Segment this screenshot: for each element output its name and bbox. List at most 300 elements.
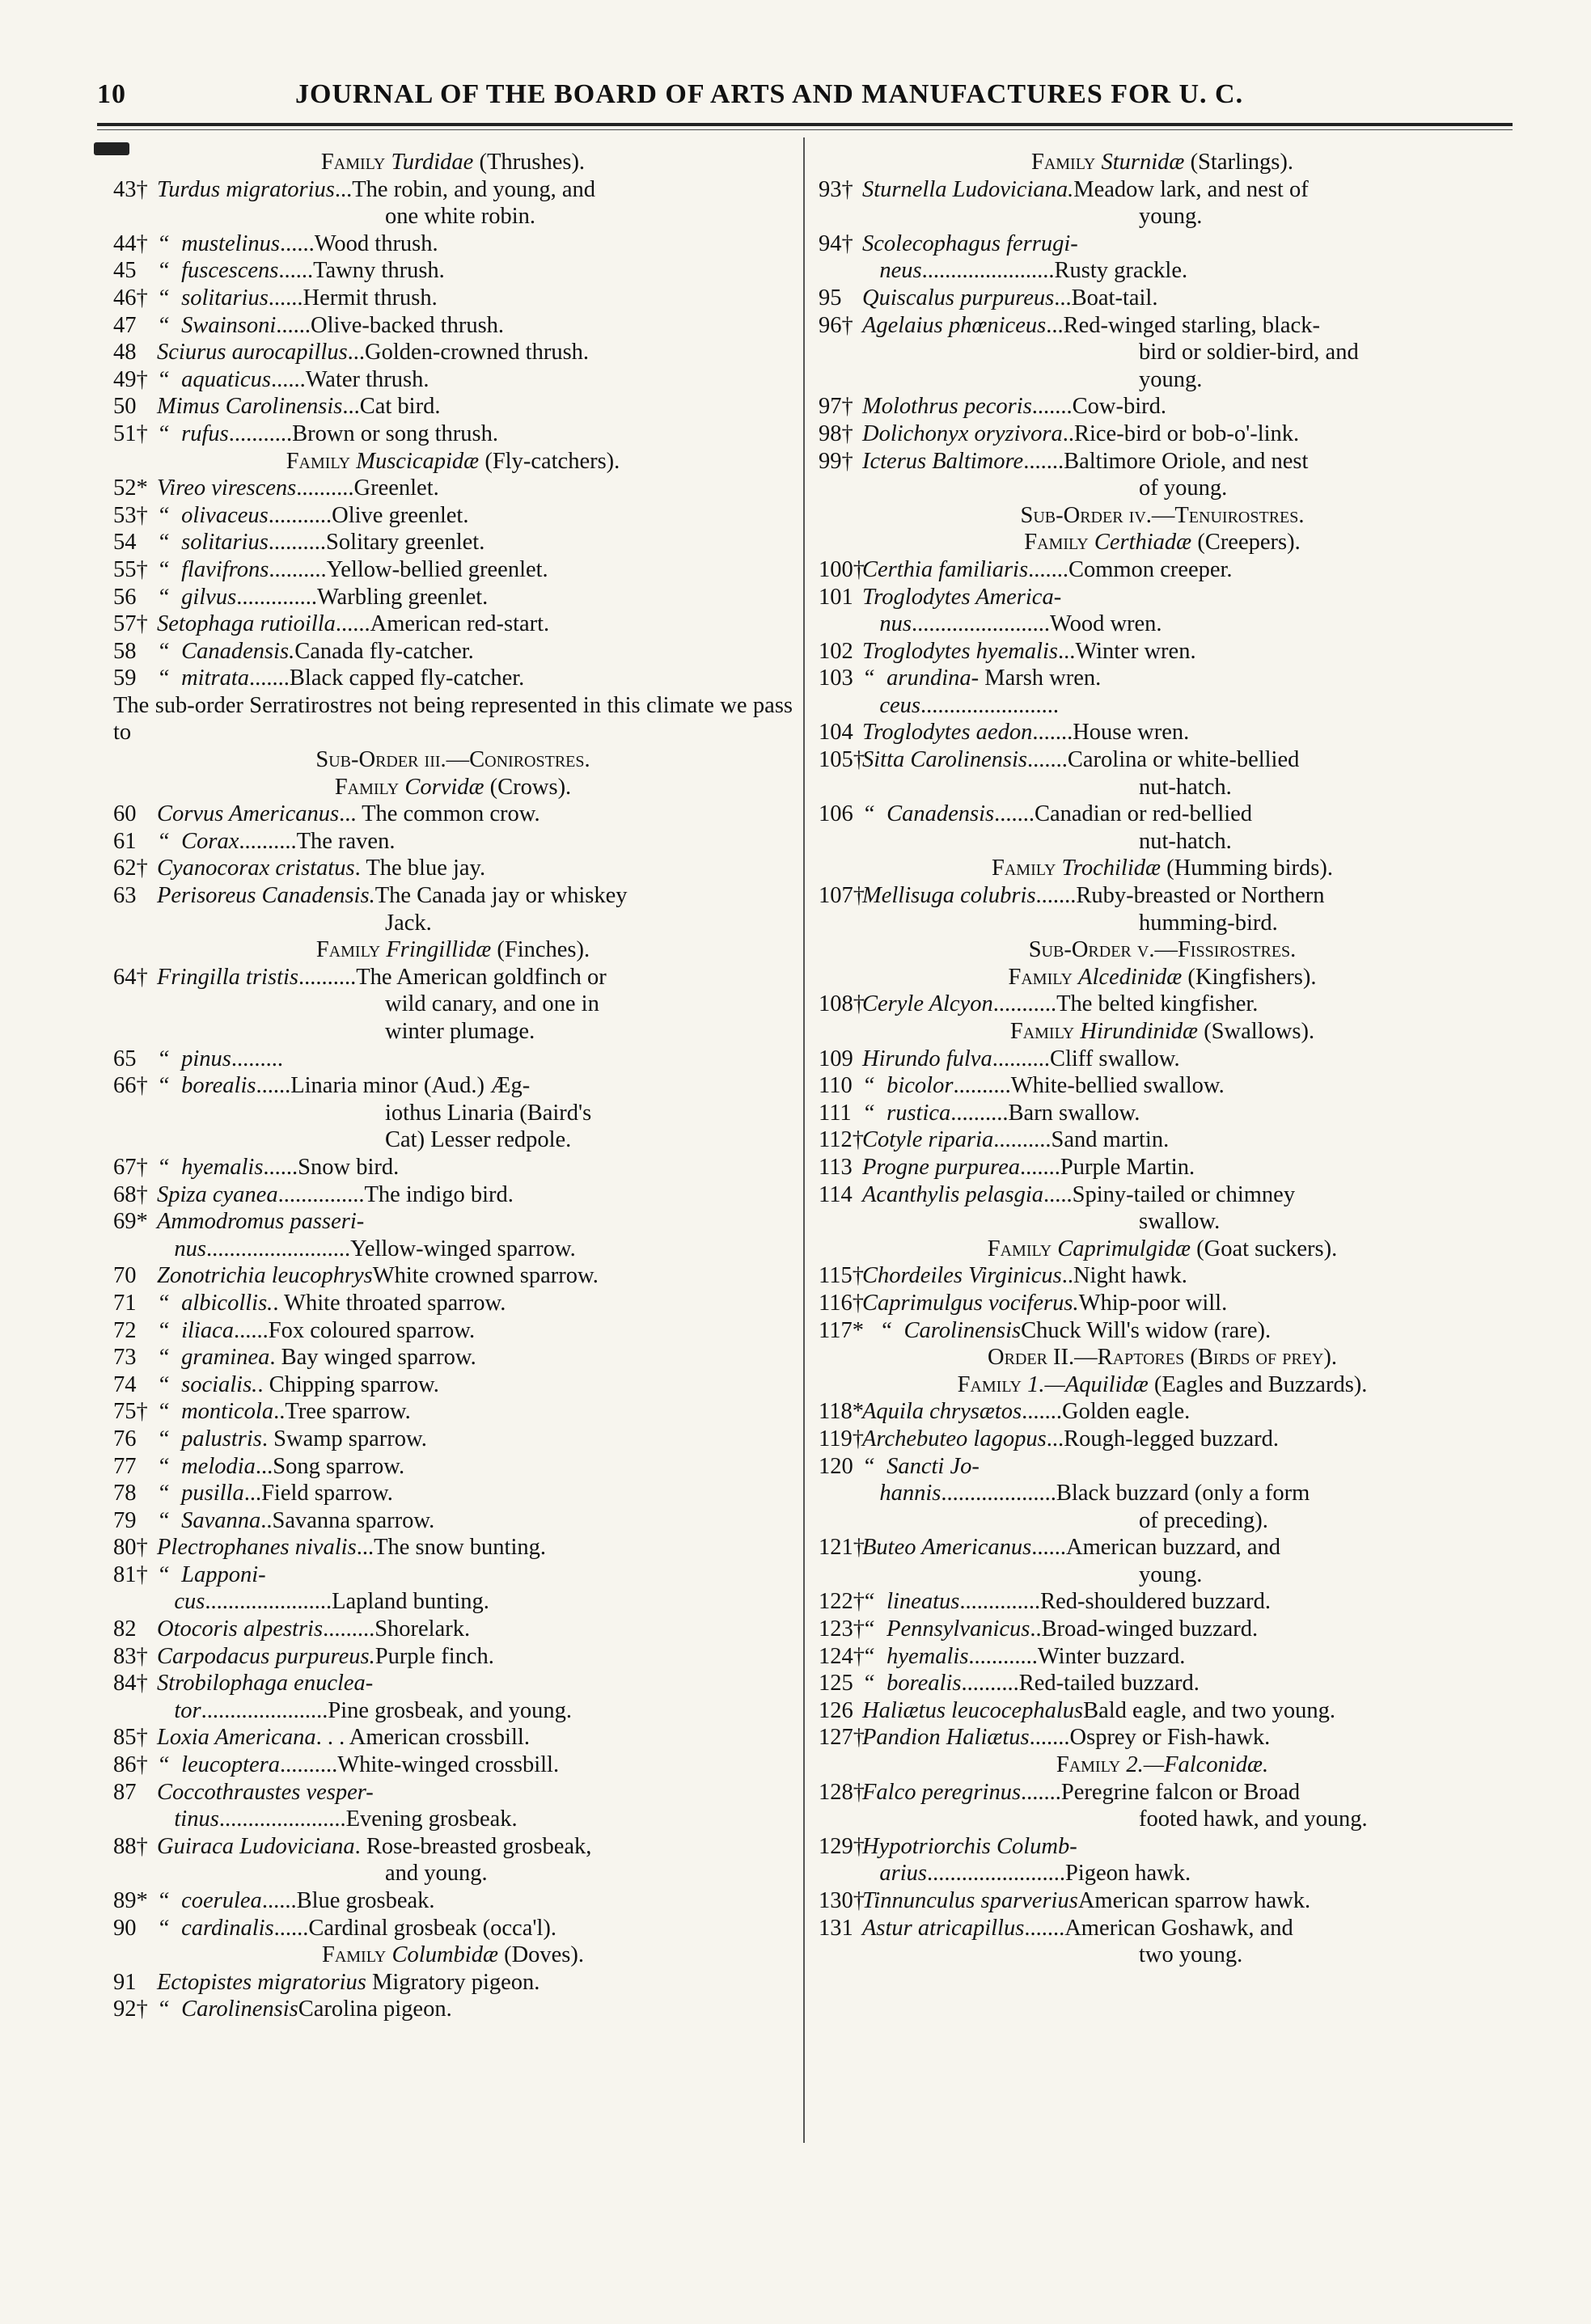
entry-continuation: nut-hatch.: [1139, 828, 1232, 854]
species-entry: [113, 1453, 793, 1481]
scientific-name: “ pinus: [157, 1046, 231, 1071]
scientific-name: “ hyemalis: [157, 1154, 264, 1180]
common-name: Marsh wren.: [979, 666, 1102, 691]
scientific-name: Corvus Americanus: [157, 801, 340, 827]
entry-text: [862, 1588, 1506, 1616]
scientific-name: “ solitarius: [157, 530, 269, 556]
entry-text: [157, 1751, 793, 1779]
scientific-name: Agelaius phœniceus: [862, 312, 1047, 338]
species-entry: [113, 1262, 793, 1290]
common-name: ..Night hawk.: [1061, 1263, 1187, 1289]
entry-text: [862, 1697, 1506, 1725]
species-entry: [113, 339, 793, 366]
family-common-name: (Goat suckers).: [1196, 1236, 1338, 1261]
entry-continuation: Jack.: [385, 910, 432, 936]
family-label: Family: [1030, 150, 1096, 175]
family-name: 2.—Falconidæ.: [1126, 1752, 1269, 1778]
entry-number: 82: [113, 1616, 137, 1642]
family-name: Sturnidæ: [1101, 150, 1185, 175]
entry-number: 68†: [113, 1181, 148, 1207]
entry-number: [113, 1236, 157, 1263]
species-entry: [113, 611, 793, 638]
common-name: . Rose-breasted grosbeak,: [354, 1833, 592, 1859]
entry-text: [157, 393, 793, 420]
common-name: ...The robin, and young, and: [334, 176, 596, 202]
entry-number: 55†: [113, 556, 148, 582]
entry-continuation: iothus Linaria (Baird's: [385, 1100, 592, 1126]
scientific-name: Certhia familiaris: [862, 556, 1029, 582]
entry-number: 97†: [819, 394, 853, 420]
entry-number: 72: [113, 1317, 137, 1343]
family-name: Fringillidæ: [386, 937, 492, 963]
species-entry: [113, 1588, 793, 1616]
scientific-name: Zonotrichia leucophrys: [157, 1263, 373, 1289]
common-name: ..Broad-winged buzzard.: [1030, 1616, 1259, 1642]
page-header: [97, 79, 1310, 128]
entry-number: 128†: [819, 1779, 865, 1805]
common-name: ...........The belted kingfisher.: [992, 991, 1259, 1017]
scientific-name: “ flavifrons: [157, 556, 269, 582]
entry-text: [157, 312, 793, 340]
scientific-name: “ mustelinus: [157, 230, 281, 256]
entry-text: [157, 665, 793, 692]
scientific-name: “ albicollis.: [157, 1290, 273, 1316]
common-name: .........................Yellow-winged sparrow.: [205, 1236, 576, 1261]
entry-number: [113, 1588, 157, 1616]
scientific-name: “ Swainsoni: [157, 312, 277, 338]
entry-text: [862, 1262, 1506, 1290]
scientific-name: Ectopistes migratorius: [157, 1969, 366, 1995]
scientific-name: Troglodytes aedon: [862, 720, 1033, 746]
entry-number: 111: [819, 1100, 852, 1126]
family-heading: [113, 448, 793, 475]
entry-continuation: footed hawk, and young.: [1139, 1806, 1368, 1832]
family-label: Family: [320, 150, 386, 175]
species-entry: [819, 1480, 1506, 1507]
species-entry: [113, 1236, 793, 1263]
common-name: ..........Cliff swallow.: [992, 1046, 1180, 1071]
entry-number: 103: [819, 666, 853, 691]
entry-text: [157, 882, 793, 910]
entry-text: [157, 1779, 793, 1806]
common-name: .......Carolina or white-bellied: [1027, 747, 1300, 773]
scientific-name: “ borealis: [862, 1671, 962, 1697]
entry-text: [157, 1996, 793, 2023]
common-name: ......................Pine grosbeak, and young.: [201, 1697, 572, 1723]
scientific-name: “ graminea: [157, 1345, 270, 1371]
entry-text: [157, 1480, 793, 1507]
scientific-name: Perisoreus Canadensis.: [157, 883, 375, 909]
entry-continuation: nut-hatch.: [1139, 774, 1232, 800]
entry-number: 119†: [819, 1426, 864, 1451]
entry-text: [157, 1262, 793, 1290]
entry-text: [157, 1724, 793, 1751]
entry-number: 53†: [113, 502, 148, 528]
entry-number: 104: [819, 720, 853, 746]
common-name: ......Snow bird.: [263, 1154, 400, 1180]
scientific-name: Tinnunculus sparverius: [862, 1888, 1078, 1913]
scientific-name: Spiza cyanea: [157, 1181, 278, 1207]
entry-continuation: and young.: [385, 1861, 488, 1887]
species-entry: [113, 1833, 793, 1861]
entry-text: [862, 1887, 1506, 1915]
common-name: ....................Black buzzard (only a form: [941, 1481, 1310, 1506]
entry-text: [157, 611, 793, 638]
scientific-name: Troglodytes America-: [862, 584, 1062, 610]
entry-text: [862, 1453, 1506, 1481]
species-entry: [819, 719, 1506, 746]
species-entry: [113, 556, 793, 584]
entry-number: 117*: [819, 1317, 864, 1343]
scientific-name: “ monticola: [157, 1399, 274, 1425]
scientific-name: “ melodia: [157, 1453, 256, 1479]
entry-text: [862, 1480, 1506, 1507]
scientific-name: “ hyemalis: [862, 1643, 969, 1669]
entry-number: 48: [113, 340, 137, 366]
species-entry: [819, 1290, 1506, 1317]
common-name: ...............The indigo bird.: [277, 1181, 514, 1207]
common-name: ..........Greenlet.: [296, 475, 439, 501]
species-entry: [113, 1643, 793, 1671]
common-name: ......................Evening grosbeak.: [218, 1806, 518, 1832]
entry-number: 45: [113, 258, 137, 284]
species-entry: [113, 584, 793, 611]
family-label: Family: [286, 448, 351, 474]
entry-text: [157, 801, 793, 828]
common-name: ..........White-winged crossbill.: [279, 1752, 560, 1778]
entry-number: 121†: [819, 1535, 865, 1561]
species-entry: [113, 1046, 793, 1073]
common-name: .......Canadian or red-bellied: [994, 801, 1253, 827]
family-heading: [819, 1018, 1506, 1046]
entry-number: 110: [819, 1073, 853, 1099]
common-name: .......Black capped fly-catcher.: [249, 666, 525, 691]
common-name: .........Shorelark.: [323, 1616, 471, 1642]
entry-text: [157, 1697, 793, 1725]
species-entry: [819, 176, 1506, 204]
common-name: .......American Goshawk, and: [1024, 1915, 1293, 1941]
entry-number: 56: [113, 584, 137, 610]
family-label: Family: [315, 937, 381, 963]
entry-text: [157, 1371, 793, 1399]
entry-number: 63: [113, 883, 137, 909]
species-entry: [113, 665, 793, 692]
species-entry: [819, 882, 1506, 910]
entry-text: [157, 556, 793, 584]
family-name: Hirundinidæ: [1080, 1019, 1199, 1044]
entry-continuation: young.: [1139, 1561, 1203, 1587]
scientific-name: Buteo Americanus: [862, 1535, 1032, 1561]
common-name: Purple finch.: [374, 1643, 494, 1669]
entry-number: 106: [819, 801, 853, 827]
entry-number: 131: [819, 1915, 853, 1941]
species-entry: [113, 502, 793, 530]
scientific-name: Strobilophaga enuclea-: [157, 1671, 374, 1697]
species-entry: [113, 1534, 793, 1561]
common-name: ......Cardinal grosbeak (occa'l).: [273, 1915, 557, 1941]
entry-text: [157, 1208, 793, 1236]
family-label: Family: [1024, 530, 1089, 556]
entry-text: [157, 964, 793, 991]
entry-text: [862, 230, 1506, 258]
entry-text: [157, 638, 793, 666]
species-entry: [819, 801, 1506, 828]
common-name: ..........The raven.: [239, 828, 396, 854]
entry-number: 124†: [819, 1643, 865, 1669]
entry-text: [862, 393, 1506, 420]
common-name: ..........Red-tailed buzzard.: [961, 1671, 1200, 1697]
scientific-name: “ Lapponi-: [157, 1561, 266, 1587]
intro-paragraph: The sub-order Serratirostres not being represented in this climate we pass to: [113, 692, 793, 746]
entry-number: 74: [113, 1371, 137, 1397]
entry-number: 100†: [819, 556, 865, 582]
species-entry: [819, 1126, 1506, 1154]
common-name: ...........Olive greenlet.: [268, 502, 469, 528]
entry-text: [862, 746, 1506, 774]
entry-text: [862, 1181, 1506, 1209]
species-entry: [819, 393, 1506, 420]
scientific-name: “ gilvus: [157, 584, 237, 610]
species-entry: [113, 1480, 793, 1507]
species-entry: [113, 638, 793, 666]
entry-continuation: of preceding).: [1139, 1507, 1268, 1533]
species-entry: [113, 1290, 793, 1317]
scientific-name: Acanthylis pelasgia: [862, 1181, 1044, 1207]
entry-number: 88†: [113, 1833, 148, 1859]
species-entry: [819, 420, 1506, 448]
family-common-name: (Creepers).: [1197, 530, 1301, 556]
entry-text: [862, 176, 1506, 204]
species-entry: [819, 230, 1506, 258]
entry-text: [157, 529, 793, 556]
scientific-name: “ leucoptera: [157, 1752, 280, 1778]
scientific-name: tor: [157, 1697, 201, 1723]
entry-number: 79: [113, 1507, 137, 1533]
entry-text: [862, 584, 1506, 611]
scientific-name: “ rufus: [157, 420, 229, 446]
species-entry: [113, 285, 793, 312]
entry-text: [862, 1833, 1506, 1861]
entry-number: 77: [113, 1453, 137, 1479]
entry-number: 62†: [113, 856, 148, 881]
scientific-name: “ arundina-: [862, 666, 980, 691]
entry-text: [157, 230, 793, 258]
entry-text: [157, 1534, 793, 1561]
species-entry: [819, 1697, 1506, 1725]
entry-number: 93†: [819, 176, 853, 202]
entry-number: [819, 611, 862, 638]
common-name: . . . American crossbill.: [315, 1725, 530, 1751]
entry-text: [862, 556, 1506, 584]
scientific-name: “ Savanna: [157, 1507, 261, 1533]
scientific-name: “ Canadensis: [862, 801, 995, 827]
family-heading: [819, 529, 1506, 556]
common-name: ...Golden-crowned thrush.: [347, 340, 590, 366]
entry-text: [862, 448, 1506, 475]
entry-number: 129†: [819, 1833, 865, 1859]
scientific-name: Cyanocorax cristatus: [157, 856, 355, 881]
family-label: Family: [1008, 964, 1073, 990]
scientific-name: “ bicolor: [862, 1073, 954, 1099]
header-rule-thin: [97, 129, 1513, 130]
entry-number: 91: [113, 1969, 137, 1995]
entry-number: 64†: [113, 964, 148, 990]
entry-number: 102: [819, 638, 853, 664]
common-name: ..Savanna sparrow.: [260, 1507, 435, 1533]
species-entry: [819, 692, 1506, 720]
common-name: . White throated sparrow.: [273, 1290, 506, 1316]
species-entry: [819, 312, 1506, 340]
entry-text: [157, 1398, 793, 1426]
species-entry: [819, 285, 1506, 312]
journal-title: JOURNAL OF THE BOARD OF ARTS AND MANUFACTURES FOR U. C.: [295, 79, 1244, 109]
entry-text: [862, 882, 1506, 910]
right-column: [819, 149, 1506, 1969]
family-heading: [113, 149, 793, 176]
scientific-name: Mellisuga colubris: [862, 883, 1036, 909]
entry-text: [157, 1887, 793, 1915]
entry-number: 71: [113, 1290, 137, 1316]
species-entry: [113, 1915, 793, 1942]
species-entry: [819, 1398, 1506, 1426]
entry-text: [862, 1534, 1506, 1561]
family-common-name: (Fly-catchers).: [484, 448, 620, 474]
entry-text: [862, 420, 1506, 448]
scientific-name: Ceryle Alcyon: [862, 991, 993, 1017]
species-entry: [113, 529, 793, 556]
entry-number: [819, 257, 862, 285]
scientific-name: Aquila chrysætos: [862, 1399, 1022, 1425]
entry-number: 122†: [819, 1589, 865, 1615]
family-common-name: (Eagles and Buzzards).: [1153, 1371, 1368, 1397]
family-heading: [819, 1751, 1506, 1779]
scientific-name: Chordeiles Virginicus: [862, 1263, 1062, 1289]
common-name: .....Spiny-tailed or chimney: [1043, 1181, 1296, 1207]
species-entry: [113, 257, 793, 285]
species-entry: [819, 991, 1506, 1018]
entry-text: [157, 1181, 793, 1209]
entry-number: 109: [819, 1046, 853, 1071]
scientific-name: Molothrus pecoris: [862, 394, 1032, 420]
entry-text: [862, 719, 1506, 746]
species-entry: [113, 1561, 793, 1589]
entry-number: 46†: [113, 285, 148, 311]
entry-text: [862, 611, 1506, 638]
scientific-name: “ solitarius: [157, 285, 269, 311]
scientific-name: “ cardinalis: [157, 1915, 274, 1941]
order-heading: Sub-Order iii.—Conirostres.: [315, 747, 590, 773]
entry-number: 99†: [819, 448, 853, 474]
scientific-name: Carpodacus purpureus.: [157, 1643, 375, 1669]
left-column: [113, 149, 793, 2023]
species-entry: [113, 964, 793, 991]
entry-continuation: one white robin.: [385, 204, 536, 230]
family-heading: [113, 774, 793, 801]
column-divider: [803, 137, 805, 2143]
entry-text: [157, 855, 793, 882]
species-entry: [113, 176, 793, 204]
common-name: ......Water thrush.: [270, 366, 429, 392]
common-name: ...Winter wren.: [1057, 638, 1196, 664]
scientific-name: Ammodromus passeri-: [157, 1209, 365, 1235]
species-entry: [819, 1915, 1506, 1942]
species-entry: [819, 1317, 1506, 1345]
common-name: ......Fox coloured sparrow.: [234, 1317, 476, 1343]
species-entry: [819, 1046, 1506, 1073]
entry-number: 43†: [113, 176, 148, 202]
entry-text: [157, 1290, 793, 1317]
entry-continuation: swallow.: [1139, 1209, 1221, 1235]
entry-number: 54: [113, 530, 137, 556]
entry-number: 70: [113, 1263, 137, 1289]
species-entry: [819, 1453, 1506, 1481]
scientific-name: Sciurus aurocapillus: [157, 340, 348, 366]
entry-text: [157, 1046, 793, 1073]
common-name: ......American buzzard, and: [1031, 1535, 1281, 1561]
scientific-name: Caprimulgus vociferus.: [862, 1290, 1079, 1316]
scientific-name: “ Carolinensis: [862, 1317, 1022, 1343]
species-entry: [113, 1616, 793, 1643]
scientific-name: Hirundo fulva: [862, 1046, 992, 1071]
entry-text: [157, 502, 793, 530]
common-name: ........................Wood wren.: [911, 611, 1162, 637]
species-entry: [819, 584, 1506, 611]
common-name: Whip-poor will.: [1078, 1290, 1228, 1316]
common-name: . Swamp sparrow.: [261, 1426, 427, 1451]
entry-continuation: winter plumage.: [385, 1019, 535, 1044]
scientific-name: Loxia Americana: [157, 1725, 316, 1751]
common-name: ..............Warbling greenlet.: [236, 584, 489, 610]
common-name: The Canada jay or whiskey: [374, 883, 628, 909]
common-name: . Bay winged sparrow.: [269, 1345, 476, 1371]
species-entry: [819, 1534, 1506, 1561]
entry-text: [862, 1643, 1506, 1671]
family-common-name: (Thrushes).: [479, 150, 586, 175]
entry-number: 75†: [113, 1399, 148, 1425]
entry-number: 123†: [819, 1616, 865, 1642]
entry-text: [862, 991, 1506, 1018]
entry-number: 61: [113, 828, 137, 854]
entry-number: 50: [113, 394, 137, 420]
family-name: Certhiadæ: [1094, 530, 1192, 556]
entry-continuation: two young.: [1139, 1942, 1243, 1968]
species-entry: [113, 420, 793, 448]
scientific-name: Dolichonyx oryzivora: [862, 420, 1063, 446]
entry-number: 59: [113, 666, 137, 691]
common-name: Meadow lark, and nest of: [1073, 176, 1309, 202]
entry-number: 69*: [113, 1209, 148, 1235]
species-entry: [113, 1996, 793, 2023]
order-heading: Sub-Order v.—Fissirostres.: [1028, 937, 1297, 963]
entry-number: 76: [113, 1426, 137, 1451]
common-name: White crowned sparrow.: [372, 1263, 599, 1289]
common-name: ..........Sand martin.: [993, 1127, 1170, 1153]
entry-text: [862, 1398, 1506, 1426]
entry-number: 105†: [819, 747, 865, 773]
common-name: . Chipping sparrow.: [257, 1371, 439, 1397]
entry-number: [819, 692, 862, 720]
family-heading: [819, 964, 1506, 991]
entry-number: 52*: [113, 475, 148, 501]
entry-number: 80†: [113, 1535, 148, 1561]
entry-number: 66†: [113, 1073, 148, 1099]
common-name: .......Purple Martin.: [1020, 1154, 1195, 1180]
common-name: ......Linaria minor (Aud.) Æg-: [256, 1073, 531, 1099]
family-heading: [819, 855, 1506, 882]
entry-number: 81†: [113, 1561, 148, 1587]
family-heading: [113, 1942, 793, 1969]
common-name: ........................Pigeon hawk.: [926, 1861, 1191, 1887]
